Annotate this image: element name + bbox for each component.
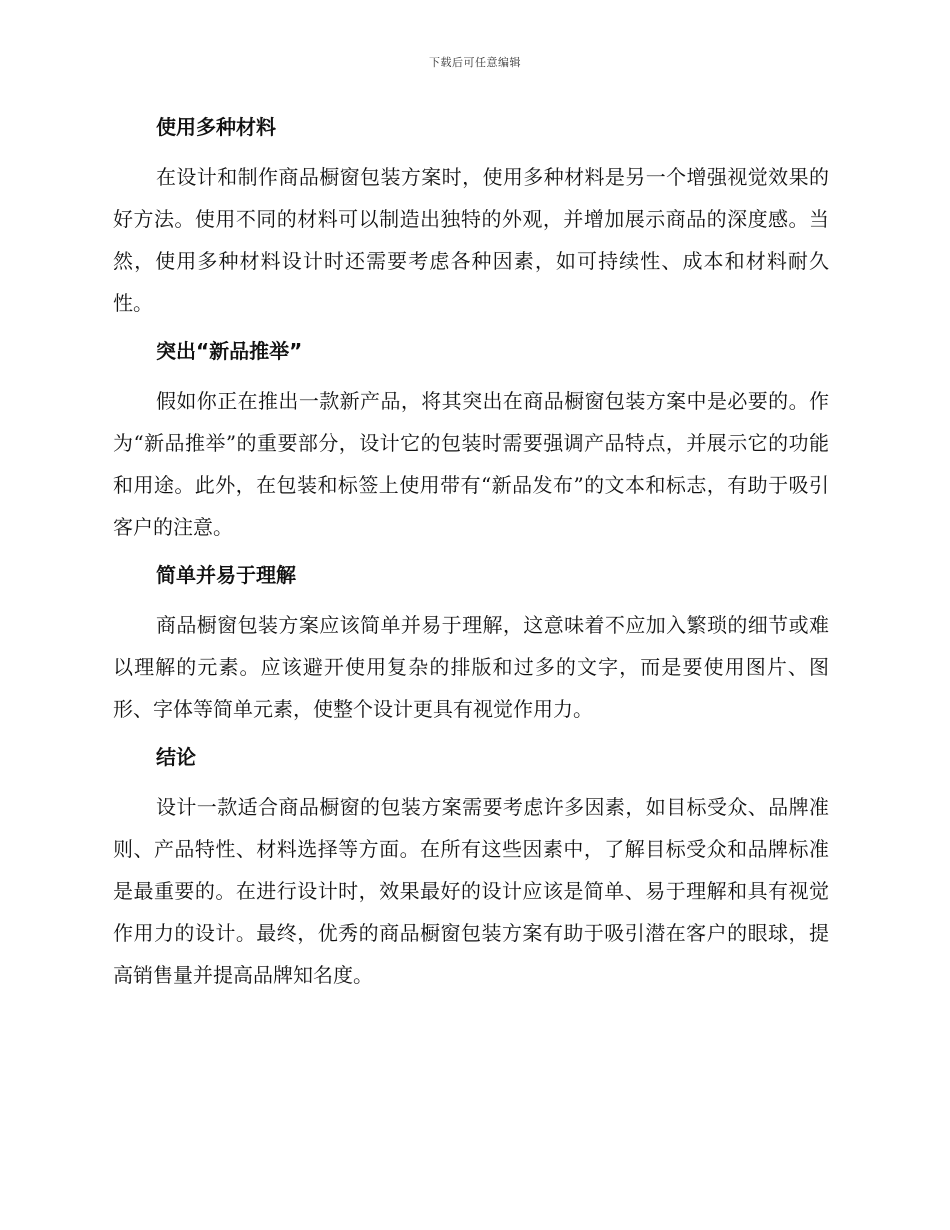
section-simple-design (113, 550, 829, 730)
section-new-product (113, 326, 829, 548)
section-paragraph: 假如你正在推出一款新产品，将其突出在商品橱窗包装方案中是必要的。作为“新品推举”的重要部分，设计它的包装时需要强调产品特点，并展示它的功能和用途。此外，在包装和标签上使用带有“新品发布”的文本和标志，有助于吸引客户的注意。 (113, 389, 829, 539)
section-paragraph: 在设计和制作商品橱窗包装方案时，使用多种材料是另一个增强视觉效果的好方法。使用不同的材料可以制造出独特的外观，并增加展示商品的深度感。当然，使用多种材料设计时还需要考虑各种因素，如可持续性、成本和材料耐久性。 (113, 165, 829, 315)
page-header: 下载后可任意编辑 (429, 56, 521, 69)
section-heading: 结论 (156, 745, 196, 769)
document-body (113, 102, 829, 998)
section-paragraph: 商品橱窗包装方案应该简单并易于理解，这意味着不应加入繁琐的细节或难以理解的元素。应该避开使用复杂的排版和过多的文字，而是要使用图片、图形、字体等简单元素，使整个设计更具有视觉作用力。 (113, 613, 829, 721)
section-paragraph: 设计一款适合商品橱窗的包装方案需要考虑许多因素，如目标受众、品牌准则、产品特性、材料选择等方面。在所有这些因素中，了解目标受众和品牌标准是最重要的。在进行设计时，效果最好的设计应该是简单、易于理解和具有视觉作用力的设计。最终，优秀的商品橱窗包装方案有助于吸引潜在客户的眼球，提高销售量并提高品牌知名度。 (113, 795, 829, 987)
section-heading: 简单并易于理解 (156, 563, 296, 587)
section-heading: 突出“新品推举” (156, 339, 303, 363)
section-conclusion (113, 732, 829, 996)
section-heading: 使用多种材料 (156, 115, 276, 139)
section-multiple-materials (113, 102, 829, 324)
